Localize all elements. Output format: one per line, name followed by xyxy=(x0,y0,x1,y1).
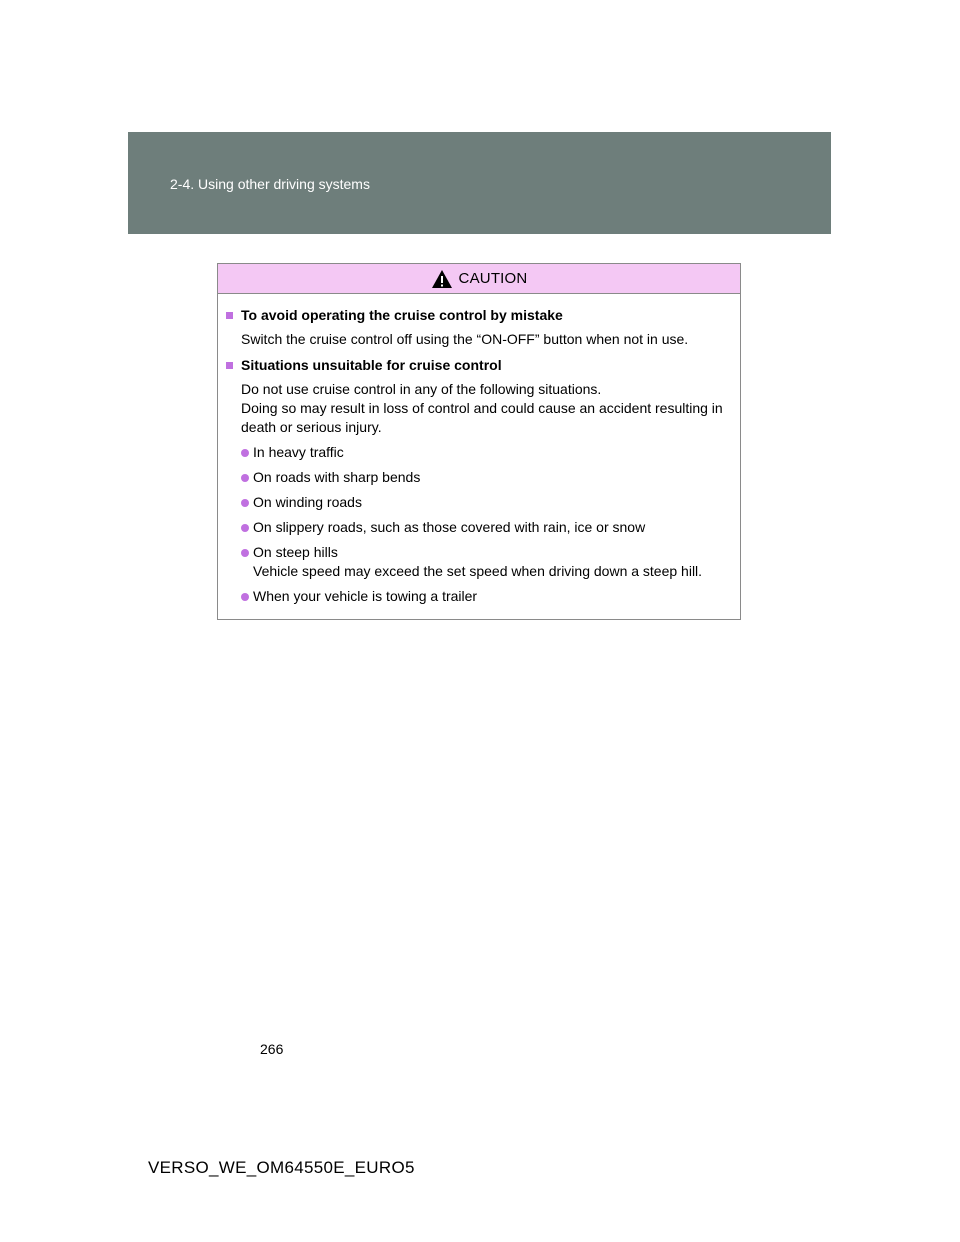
heading-text: To avoid operating the cruise control by mistake xyxy=(241,307,563,323)
square-bullet-icon xyxy=(226,362,233,369)
list-item-text: On slippery roads, such as those covered with rain, ice or snow xyxy=(253,519,646,535)
caution-heading-mistake xyxy=(226,306,732,325)
caution-header xyxy=(218,264,740,294)
list-item-content xyxy=(253,543,702,581)
page-number: 266 xyxy=(260,1041,284,1057)
list-item-text: On roads with sharp bends xyxy=(253,469,421,485)
round-bullet-icon xyxy=(241,499,249,507)
list-item xyxy=(226,587,732,606)
caution-body xyxy=(218,294,740,606)
warning-triangle-icon xyxy=(431,269,453,289)
round-bullet-icon xyxy=(241,549,249,557)
section-header-band xyxy=(128,132,831,234)
round-bullet-icon xyxy=(241,449,249,457)
list-item xyxy=(226,543,732,581)
list-item-text: When your vehicle is towing a trailer xyxy=(253,588,478,604)
round-bullet-icon xyxy=(241,474,249,482)
square-bullet-icon xyxy=(226,312,233,319)
round-bullet-icon xyxy=(241,524,249,532)
list-item-text: On winding roads xyxy=(253,494,362,510)
paragraph-line: Do not use cruise control in any of the following situations. xyxy=(241,381,602,397)
list-item xyxy=(226,468,732,487)
list-item-note: Vehicle speed may exceed the set speed when driving down a steep hill. xyxy=(253,563,703,579)
document-code: VERSO_WE_OM64550E_EURO5 xyxy=(148,1158,415,1177)
list-item xyxy=(226,518,732,537)
list-item-text: In heavy traffic xyxy=(253,444,344,460)
list-item xyxy=(226,493,732,512)
caution-title: CAUTION xyxy=(458,270,528,287)
round-bullet-icon xyxy=(241,593,249,601)
section-title: 2-4. Using other driving systems xyxy=(170,176,370,192)
heading-text: Situations unsuitable for cruise control xyxy=(241,357,502,373)
paragraph-line: Doing so may result in loss of control and could cause an accident resulting in death or serious injury. xyxy=(241,400,723,435)
caution-paragraph xyxy=(226,380,732,437)
list-item xyxy=(226,443,732,462)
caution-heading-unsuitable xyxy=(226,356,732,375)
caution-paragraph: Switch the cruise control off using the “ON-OFF” button when not in use. xyxy=(241,331,689,347)
caution-box xyxy=(217,263,741,620)
list-item-text: On steep hills xyxy=(253,544,338,560)
